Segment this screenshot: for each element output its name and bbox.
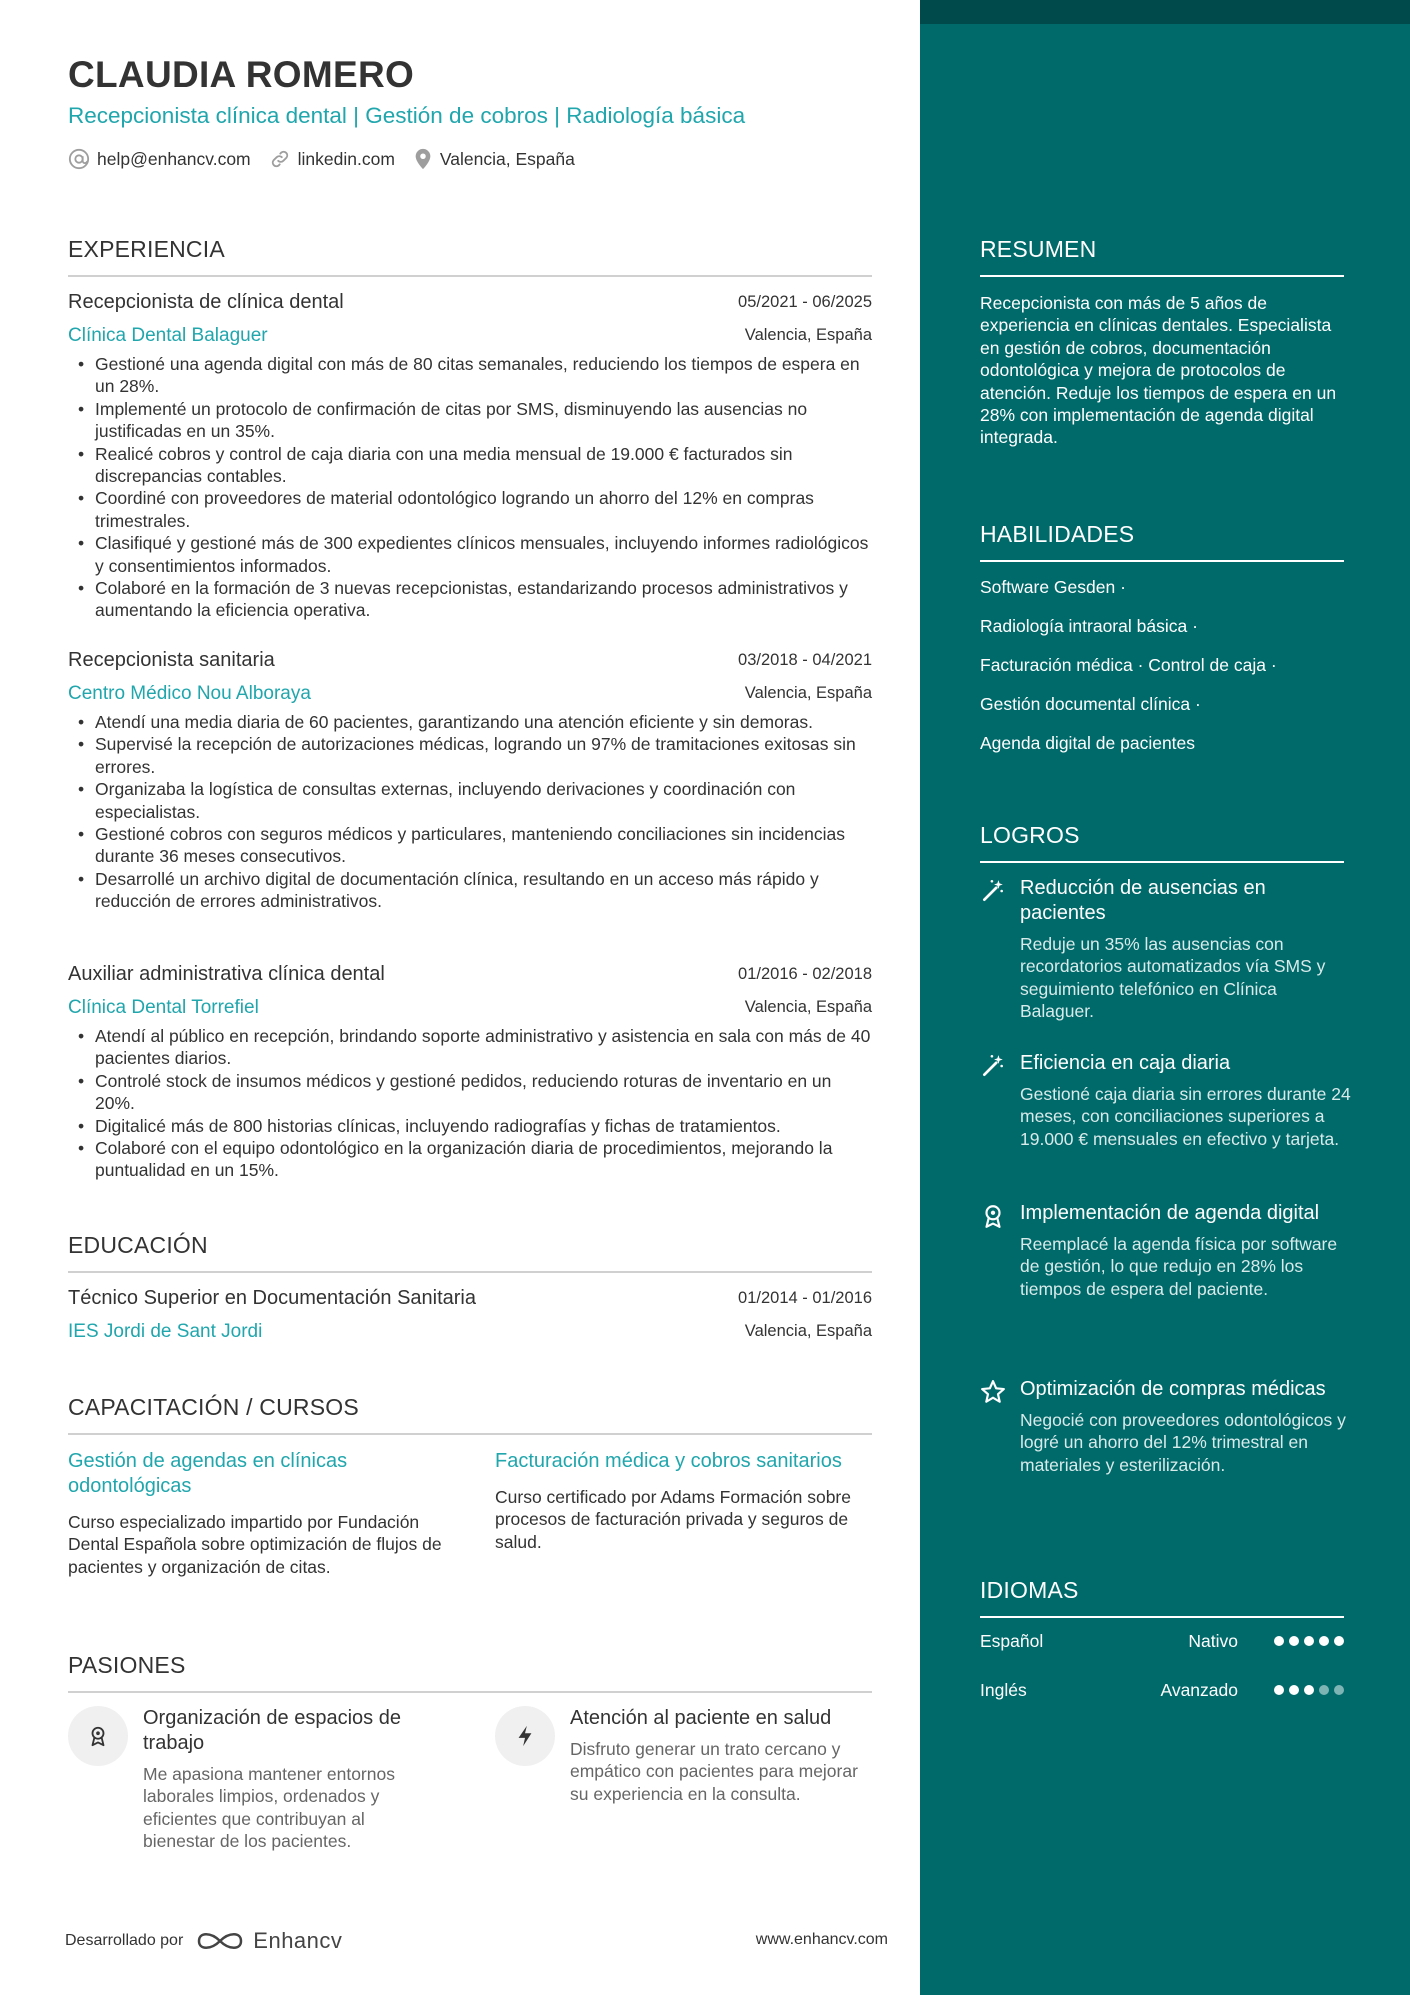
- bullet-item: • Organizaba la logística de consultas externas, incluyendo derivaciones y coordinación con especialistas.: [68, 778, 872, 823]
- rating-dot-filled: [1304, 1685, 1314, 1695]
- email-text: help@enhancv.com: [97, 148, 251, 169]
- course-description: Curso certificado por Adams Formación sobre procesos de facturación privada y seguros de salud.: [495, 1487, 851, 1552]
- job-title: Recepcionista de clínica dental 05/2021 - 06/2025: [68, 291, 872, 313]
- bullet-item: • Gestioné una agenda digital con más de 80 citas semanales, reduciendo los tiempos de espera en un 28%.: [68, 353, 872, 398]
- course-item: [68, 1449, 448, 1578]
- bullet-item: • Desarrollé un archivo digital de documentación clínica, resultando en un acceso más rápido y reducción de errores administrativos.: [68, 868, 872, 913]
- location-pin-icon: [413, 148, 433, 170]
- candidate-name: CLAUDIA ROMERO: [68, 54, 415, 95]
- bullet-item: • Realicé cobros y control de caja diaria con una media mensual de 19.000 € facturados sin discrepancias contables.: [68, 443, 872, 488]
- language-level: Nativo: [1188, 1631, 1238, 1651]
- job-bullets: [68, 353, 872, 622]
- rating-dot-empty: [1334, 1685, 1344, 1695]
- achievement-description: Reemplacé la agenda física por software de gestión, lo que redujo en 28% los tiempos de espera del paciente.: [1020, 1234, 1338, 1299]
- passion-title: Organización de espacios de trabajo: [143, 1707, 401, 1754]
- achievements-title: LOGROS: [980, 822, 1080, 848]
- summary-text: Recepcionista con más de 5 años de experiencia en clínicas dentales. Especialista en gestión de cobros, documentación odontológica y mejora de protocolos de atención. Reduje los tiempos de espera en un 28% con implementación de agenda digital integrada.: [980, 293, 1337, 448]
- award-icon: [980, 1203, 1006, 1229]
- education-title: EDUCACIÓN: [68, 1232, 208, 1258]
- sidebar: [920, 0, 1410, 1995]
- skill-line: Facturación médica · Control de caja ·: [980, 655, 1277, 675]
- bullet-item: • Gestioné cobros con seguros médicos y particulares, manteniendo conciliaciones sin incidencias durante 36 meses consecutivos.: [68, 823, 872, 868]
- passions-divider: [68, 1691, 872, 1693]
- skills-title: HABILIDADES: [980, 521, 1135, 547]
- education-divider: [68, 1271, 872, 1273]
- courses-divider: [68, 1433, 872, 1435]
- achievement-description: Negocié con proveedores odontológicos y logré un ahorro del 12% trimestral en materiales y esterilización.: [1020, 1410, 1346, 1475]
- summary-divider: [980, 275, 1344, 277]
- language-item: [980, 1631, 1344, 1655]
- job-bullets: [68, 1025, 872, 1182]
- language-rating: [1269, 1685, 1344, 1695]
- experience-title: EXPERIENCIA: [68, 236, 225, 262]
- job-dates: 03/2018 - 04/2021: [738, 651, 872, 669]
- rating-dot-filled: [1274, 1685, 1284, 1695]
- footer-url[interactable]: www.enhancv.com: [755, 1931, 888, 1948]
- achievement-item: [980, 1201, 1352, 1300]
- bullet-item: • Digitalicé más de 800 historias clínicas, incluyendo radiografías y fichas de tratamientos.: [68, 1115, 872, 1137]
- language-name: Inglés: [980, 1680, 1027, 1700]
- link-text: linkedin.com: [297, 148, 395, 169]
- courses-title: CAPACITACIÓN / CURSOS: [68, 1394, 359, 1420]
- bullet-item: • Colaboré en la formación de 3 nuevas recepcionistas, estandarizando procesos administrativos y aumentando la eficiencia operativa.: [68, 577, 872, 622]
- language-name: Español: [980, 1631, 1044, 1651]
- rating-dot-filled: [1334, 1636, 1344, 1646]
- summary-title: RESUMEN: [980, 236, 1097, 262]
- footer-credit: [65, 1928, 342, 1954]
- bullet-item: • Atendí al público en recepción, brindando soporte administrativo y asistencia en sala con más de 40 pacientes diarios.: [68, 1025, 872, 1070]
- education-dates: 01/2014 - 01/2016: [738, 1289, 872, 1307]
- job-entry: [68, 649, 872, 913]
- achievement-description: Reduje un 35% las ausencias con recordatorios automatizados vía SMS y seguimiento telefónico en Clínica Balaguer.: [1020, 934, 1326, 1022]
- passion-description: Disfruto generar un trato cercano y empático con pacientes para mejorar su experiencia en la consulta.: [570, 1739, 858, 1804]
- language-item: [980, 1680, 1344, 1704]
- rating-dot-filled: [1289, 1685, 1299, 1695]
- passion-item: [68, 1706, 428, 1853]
- languages-divider: [980, 1616, 1344, 1618]
- job-company: Clínica Dental Torrefiel Valencia, España: [68, 997, 872, 1018]
- achievement-description: Gestioné caja diaria sin errores durante 24 meses, con conciliaciones superiores a 19.000 € mensuales en efectivo y tarjeta.: [1020, 1084, 1351, 1149]
- bullet-item: • Coordiné con proveedores de material odontológico logrando un ahorro del 12% en compras trimestrales.: [68, 487, 872, 532]
- achievement-title: Optimización de compras médicas: [1020, 1378, 1326, 1400]
- bullet-item: • Controlé stock de insumos médicos y gestioné pedidos, reduciendo roturas de inventario en un 20%.: [68, 1070, 872, 1115]
- language-rating: [1269, 1636, 1344, 1646]
- passion-item: [495, 1706, 875, 1805]
- job-location: Valencia, España: [744, 998, 872, 1016]
- job-title: Auxiliar administrativa clínica dental 01/2016 - 02/2018: [68, 963, 872, 985]
- experience-divider: [68, 275, 872, 277]
- school-name: IES Jordi de Sant Jordi Valencia, España: [68, 1321, 872, 1342]
- achievement-item: [980, 1377, 1352, 1476]
- rating-dot-filled: [1319, 1636, 1329, 1646]
- rating-dot-empty: [1319, 1685, 1329, 1695]
- star-icon: [980, 1379, 1006, 1405]
- enhancv-logo-icon: [195, 1928, 245, 1954]
- contact-row: [68, 148, 593, 170]
- passions-title: PASIONES: [68, 1652, 186, 1678]
- job-entry: [68, 963, 872, 1182]
- skills-divider: [980, 560, 1344, 562]
- job-company: Centro Médico Nou Alboraya Valencia, España: [68, 683, 872, 704]
- languages-title: IDIOMAS: [980, 1577, 1079, 1603]
- rating-dot-filled: [1289, 1636, 1299, 1646]
- school-location: Valencia, España: [744, 1322, 872, 1340]
- course-title: Facturación médica y cobros sanitarios: [495, 1450, 842, 1472]
- sidebar-top-band: [920, 0, 1410, 24]
- bullet-item: • Implementé un protocolo de confirmación de citas por SMS, disminuyendo las ausencias no justificadas en un 35%.: [68, 398, 872, 443]
- rating-dot-filled: [1304, 1636, 1314, 1646]
- contact-link[interactable]: [269, 148, 395, 170]
- at-icon: [68, 148, 90, 170]
- location-text: Valencia, España: [439, 148, 575, 169]
- link-icon: [269, 148, 291, 170]
- magic-wand-icon: [980, 1053, 1006, 1079]
- achievements-divider: [980, 861, 1344, 863]
- contact-email[interactable]: [68, 148, 251, 170]
- achievement-item: [980, 876, 1352, 1023]
- passion-description: Me apasiona mantener entornos laborales limpios, ordenados y eficientes que contribuyan al bienestar de los pacientes.: [143, 1764, 395, 1852]
- achievement-title: Reducción de ausencias en pacientes: [1020, 877, 1266, 924]
- rating-dot-filled: [1274, 1636, 1284, 1646]
- job-location: Valencia, España: [744, 684, 872, 702]
- achievement-item: [980, 1051, 1352, 1150]
- course-title: Gestión de agendas en clínicas odontológicas: [68, 1450, 348, 1497]
- contact-location: [413, 148, 575, 170]
- skill-line: Gestión documental clínica ·: [980, 694, 1201, 714]
- achievement-title: Implementación de agenda digital: [1020, 1202, 1320, 1224]
- course-item: [495, 1449, 875, 1553]
- job-company: Clínica Dental Balaguer Valencia, España: [68, 325, 872, 346]
- language-level: Avanzado: [1160, 1680, 1238, 1700]
- job-dates: 01/2016 - 02/2018: [738, 965, 872, 983]
- bullet-item: • Clasifiqué y gestioné más de 300 expedientes clínicos mensuales, incluyendo informes radiológicos y consentimientos informados.: [68, 532, 872, 577]
- achievement-title: Eficiencia en caja diaria: [1020, 1052, 1231, 1074]
- education-entry: [68, 1287, 872, 1349]
- powered-by-text: Desarrollado por: [65, 1932, 184, 1949]
- bolt-icon: [495, 1706, 555, 1766]
- job-dates: 05/2021 - 06/2025: [738, 293, 872, 311]
- job-bullets: [68, 711, 872, 913]
- bullet-item: • Supervisé la recepción de autorizaciones médicas, logrando un 97% de tramitaciones exitosas sin errores.: [68, 733, 872, 778]
- degree-title: Técnico Superior en Documentación Sanitaria 01/2014 - 01/2016: [68, 1287, 872, 1309]
- brand-name: Enhancv: [253, 1928, 343, 1953]
- headline: Recepcionista clínica dental | Gestión de cobros | Radiología básica: [68, 103, 746, 128]
- passion-title: Atención al paciente en salud: [570, 1707, 832, 1729]
- job-location: Valencia, España: [744, 326, 872, 344]
- skill-line: Agenda digital de pacientes: [980, 733, 1196, 753]
- magic-wand-icon: [980, 878, 1006, 904]
- bullet-item: • Atendí una media diaria de 60 pacientes, garantizando una atención eficiente y sin demoras.: [68, 711, 872, 733]
- bullet-item: • Colaboré con el equipo odontológico en la organización diaria de procedimientos, mejorando la puntualidad en un 15%.: [68, 1137, 872, 1182]
- award-icon: [68, 1706, 128, 1766]
- job-title: Recepcionista sanitaria 03/2018 - 04/2021: [68, 649, 872, 671]
- job-entry: [68, 291, 872, 622]
- skill-line: Software Gesden ·: [980, 577, 1126, 597]
- course-description: Curso especializado impartido por Fundación Dental Española sobre optimización de flujos de pacientes y organización de citas.: [68, 1512, 442, 1577]
- skill-line: Radiología intraoral básica ·: [980, 616, 1198, 636]
